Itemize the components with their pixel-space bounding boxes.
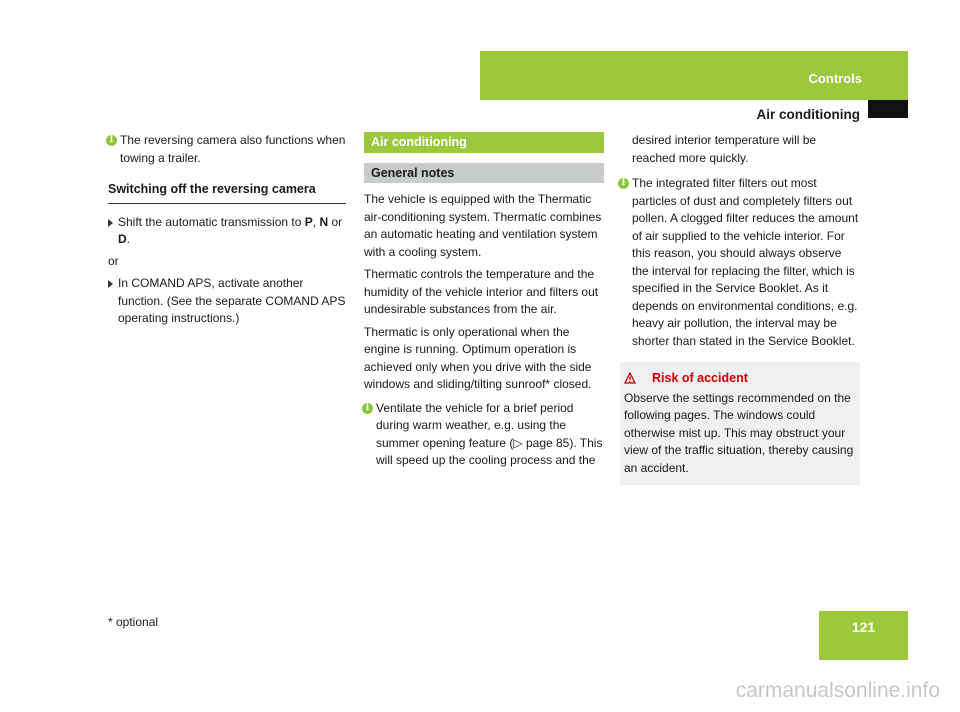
gear-p: P: [304, 214, 313, 229]
or-label: or: [108, 253, 119, 268]
paragraph-continued: desired interior temperature will be reached more quickly.: [632, 133, 817, 165]
info-note-ventilate: [364, 400, 604, 470]
warning-text: Observe the settings recommended on the following pages. The windows could otherwise mist up. This may obstruct your view of the traffic situation, thereby causing an accident.: [624, 390, 854, 475]
step-comand: [108, 275, 346, 328]
header-section-band: [480, 51, 908, 100]
paragraph: Thermatic controls the temperature and the humidity of the vehicle interior and filters out undesirable substances from the air.: [364, 267, 599, 316]
step-sep: ,: [312, 214, 320, 229]
page-ref-arrow-icon: ▷: [513, 435, 523, 450]
page-ref-link[interactable]: page 85: [522, 435, 570, 450]
step-text: In COMAND APS, activate another function. (See the separate COMAND APS operating instructions.): [118, 276, 346, 325]
section-tab-label: Controls: [808, 71, 862, 86]
info-icon: i: [618, 178, 629, 189]
page-title: Air conditioning: [756, 107, 860, 122]
step-arrow-icon: [108, 280, 113, 288]
step-end: .: [126, 232, 131, 246]
column-middle: [364, 132, 604, 482]
step-or: or: [328, 214, 343, 229]
step-text: Shift the automatic transmission to: [118, 214, 305, 229]
info-text: The reversing camera also functions when towing a trailer.: [120, 133, 346, 165]
footnote-optional: * optional: [108, 615, 159, 629]
warning-triangle-icon: [624, 372, 636, 390]
paragraph: The vehicle is equipped with the Thermatic air-conditioning system. Thermatic combines an automatic heating and ventilation system with a cooling system.: [364, 192, 602, 259]
info-icon: i: [106, 135, 117, 146]
section-heading-camera-off: Switching off the reversing camera: [108, 181, 346, 204]
warning-box: [620, 362, 860, 485]
header-thumb-marker: [868, 100, 908, 118]
info-icon: i: [362, 403, 373, 414]
watermark: carmanualsonline.info: [735, 679, 940, 702]
gear-n: N: [319, 214, 329, 229]
info-text: ). This will speed up the cooling process and the: [376, 435, 603, 467]
warning-heading: [624, 370, 856, 388]
step-arrow-icon: [108, 219, 113, 227]
paragraph: Thermatic is only operational when the engine is running. Optimum operation is achieved only when you drive with the side windows and sliding/tilting sunroof* closed.: [364, 324, 592, 391]
column-left: [108, 132, 346, 332]
page-number-box: [819, 611, 908, 660]
column-right: [620, 132, 860, 485]
section-band-air-conditioning: Air conditioning: [364, 132, 604, 153]
info-text: Ventilate the vehicle for a brief period during warm weather, e.g. using the summer opening feature (: [376, 400, 574, 450]
info-note-camera: [108, 132, 346, 167]
warning-title: Risk of accident: [652, 371, 748, 385]
gear-d: D: [118, 232, 127, 246]
step-shift-transmission: [108, 214, 346, 249]
subsection-band-general-notes: General notes: [364, 163, 604, 183]
info-text: The integrated filter filters out most particles of dust and completely filters out pollen. A clogged filter reduces the amount of air supplied to the vehicle interior. For this reason, you should always observe the interval for replacing the filter, which is specified in the Service Booklet. As it depends on environmental conditions, e.g. heavy air pollution, the interval may be shorter than stated in the Service Booklet.: [632, 176, 859, 348]
page-number: 121: [851, 619, 876, 635]
info-note-filter: [620, 175, 860, 350]
